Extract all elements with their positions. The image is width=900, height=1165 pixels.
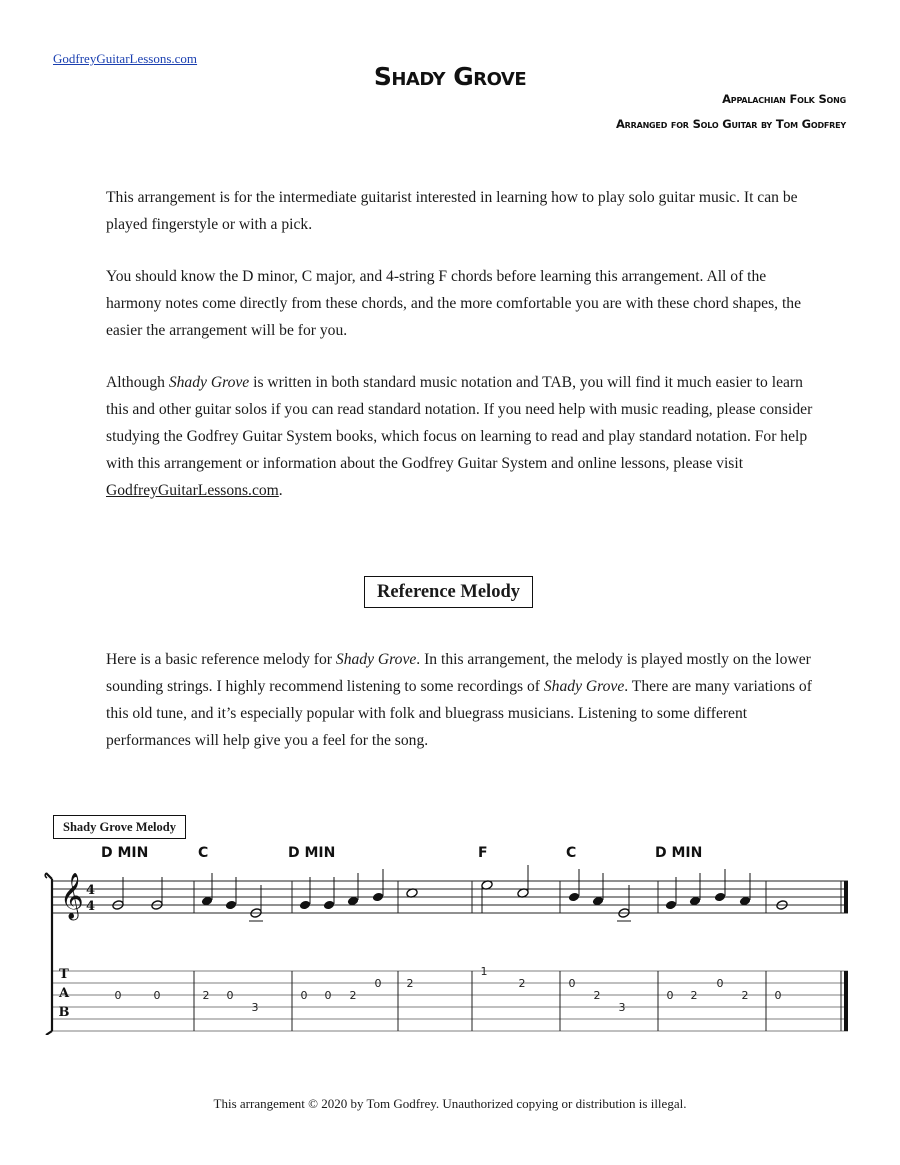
tab-number: 3: [618, 1001, 626, 1014]
copyright-footer: This arrangement © 2020 by Tom Godfrey. Unauthorized copying or distribution is illegal.: [213, 1096, 687, 1111]
chord-symbol: C: [566, 845, 577, 861]
chord-symbol: F: [478, 845, 488, 861]
chord-symbol: D MIN: [655, 845, 703, 861]
tab-number: 0: [153, 989, 161, 1002]
tab-number: 3: [251, 1001, 259, 1014]
tab-clef: [58, 967, 70, 1020]
tab-number: 2: [349, 989, 357, 1002]
song-title: Shady Grove: [373, 62, 527, 91]
site-link[interactable]: GodfreyGuitarLessons.com: [53, 51, 198, 66]
tab-number: 0: [716, 977, 724, 990]
tab-number: 0: [568, 977, 576, 990]
reference-paragraph: Here is a basic reference melody for Shady Grove. In this arrangement, the melody is played mostly on the lower sounding strings. I highly recommend listening to some recordings of Shady Grove. There are many variations of this old tune, and it’s especially popular with folk and bluegrass musicians. Listening to some different performances will help give you a feel for the song.: [106, 651, 812, 749]
tab-number: 2: [593, 989, 601, 1002]
tab-number: 0: [114, 989, 122, 1002]
time-signature-top: 4: [86, 883, 96, 898]
tab-number: 0: [666, 989, 674, 1002]
chord-symbol: D MIN: [101, 845, 149, 861]
tab-number: 2: [518, 977, 526, 990]
svg-text:T: T: [59, 967, 69, 982]
tab-number: 0: [324, 989, 332, 1002]
tab-number: 0: [774, 989, 782, 1002]
music-staff: [52, 881, 848, 913]
reference-melody-heading: Reference Melody: [364, 576, 533, 608]
tab-number: 1: [480, 965, 488, 978]
svg-text:A: A: [58, 986, 70, 1001]
song-origin: Appalachian Folk Song: [722, 92, 846, 106]
system-bracket: [46, 873, 52, 1035]
tab-number: 2: [741, 989, 749, 1002]
chord-symbol: C: [198, 845, 209, 861]
time-signature-bottom: 4: [86, 899, 96, 914]
intro-paragraph-1: This arrangement is for the intermediate guitarist interested in learning how to play solo guitar music. It can be played fingerstyle or with a pick.: [106, 189, 798, 233]
melody-score: [0, 835, 900, 1035]
treble-clef-icon: 𝄞: [60, 873, 84, 919]
tab-number: 2: [202, 989, 210, 1002]
lessons-link[interactable]: GodfreyGuitarLessons.com: [106, 482, 279, 499]
tab-number: 0: [226, 989, 234, 1002]
tab-number: 0: [300, 989, 308, 1002]
intro-paragraph-2: You should know the D minor, C major, and 4-string F chords before learning this arrangement. All of the harmony notes come directly from these chords, and the more comfortable you are with these chord shapes, the easier the arrangement will be for you.: [106, 268, 801, 339]
chord-symbol: D MIN: [288, 845, 336, 861]
tab-number: 0: [374, 977, 382, 990]
tab-number: 2: [690, 989, 698, 1002]
svg-text:B: B: [58, 1005, 70, 1020]
melody-label: Shady Grove Melody: [53, 815, 186, 839]
arranger-credit: Arranged for Solo Guitar by Tom Godfrey: [615, 117, 846, 131]
tab-number: 2: [406, 977, 414, 990]
tab-staff: [52, 971, 848, 1031]
intro-paragraph-3: Although Shady Grove is written in both standard music notation and TAB, you will find it much easier to learn this and other guitar solos if you can read standard notation. If you need help with music reading, please consider studying the Godfrey Guitar System books, which focus on learning to read and play standard notation. For help with this arrangement or information about the Godfrey Guitar System and online lessons, please visit GodfreyGuitarLessons.com.: [106, 374, 813, 499]
final-barline: [844, 881, 848, 913]
quarter-note-heads: [201, 892, 751, 911]
